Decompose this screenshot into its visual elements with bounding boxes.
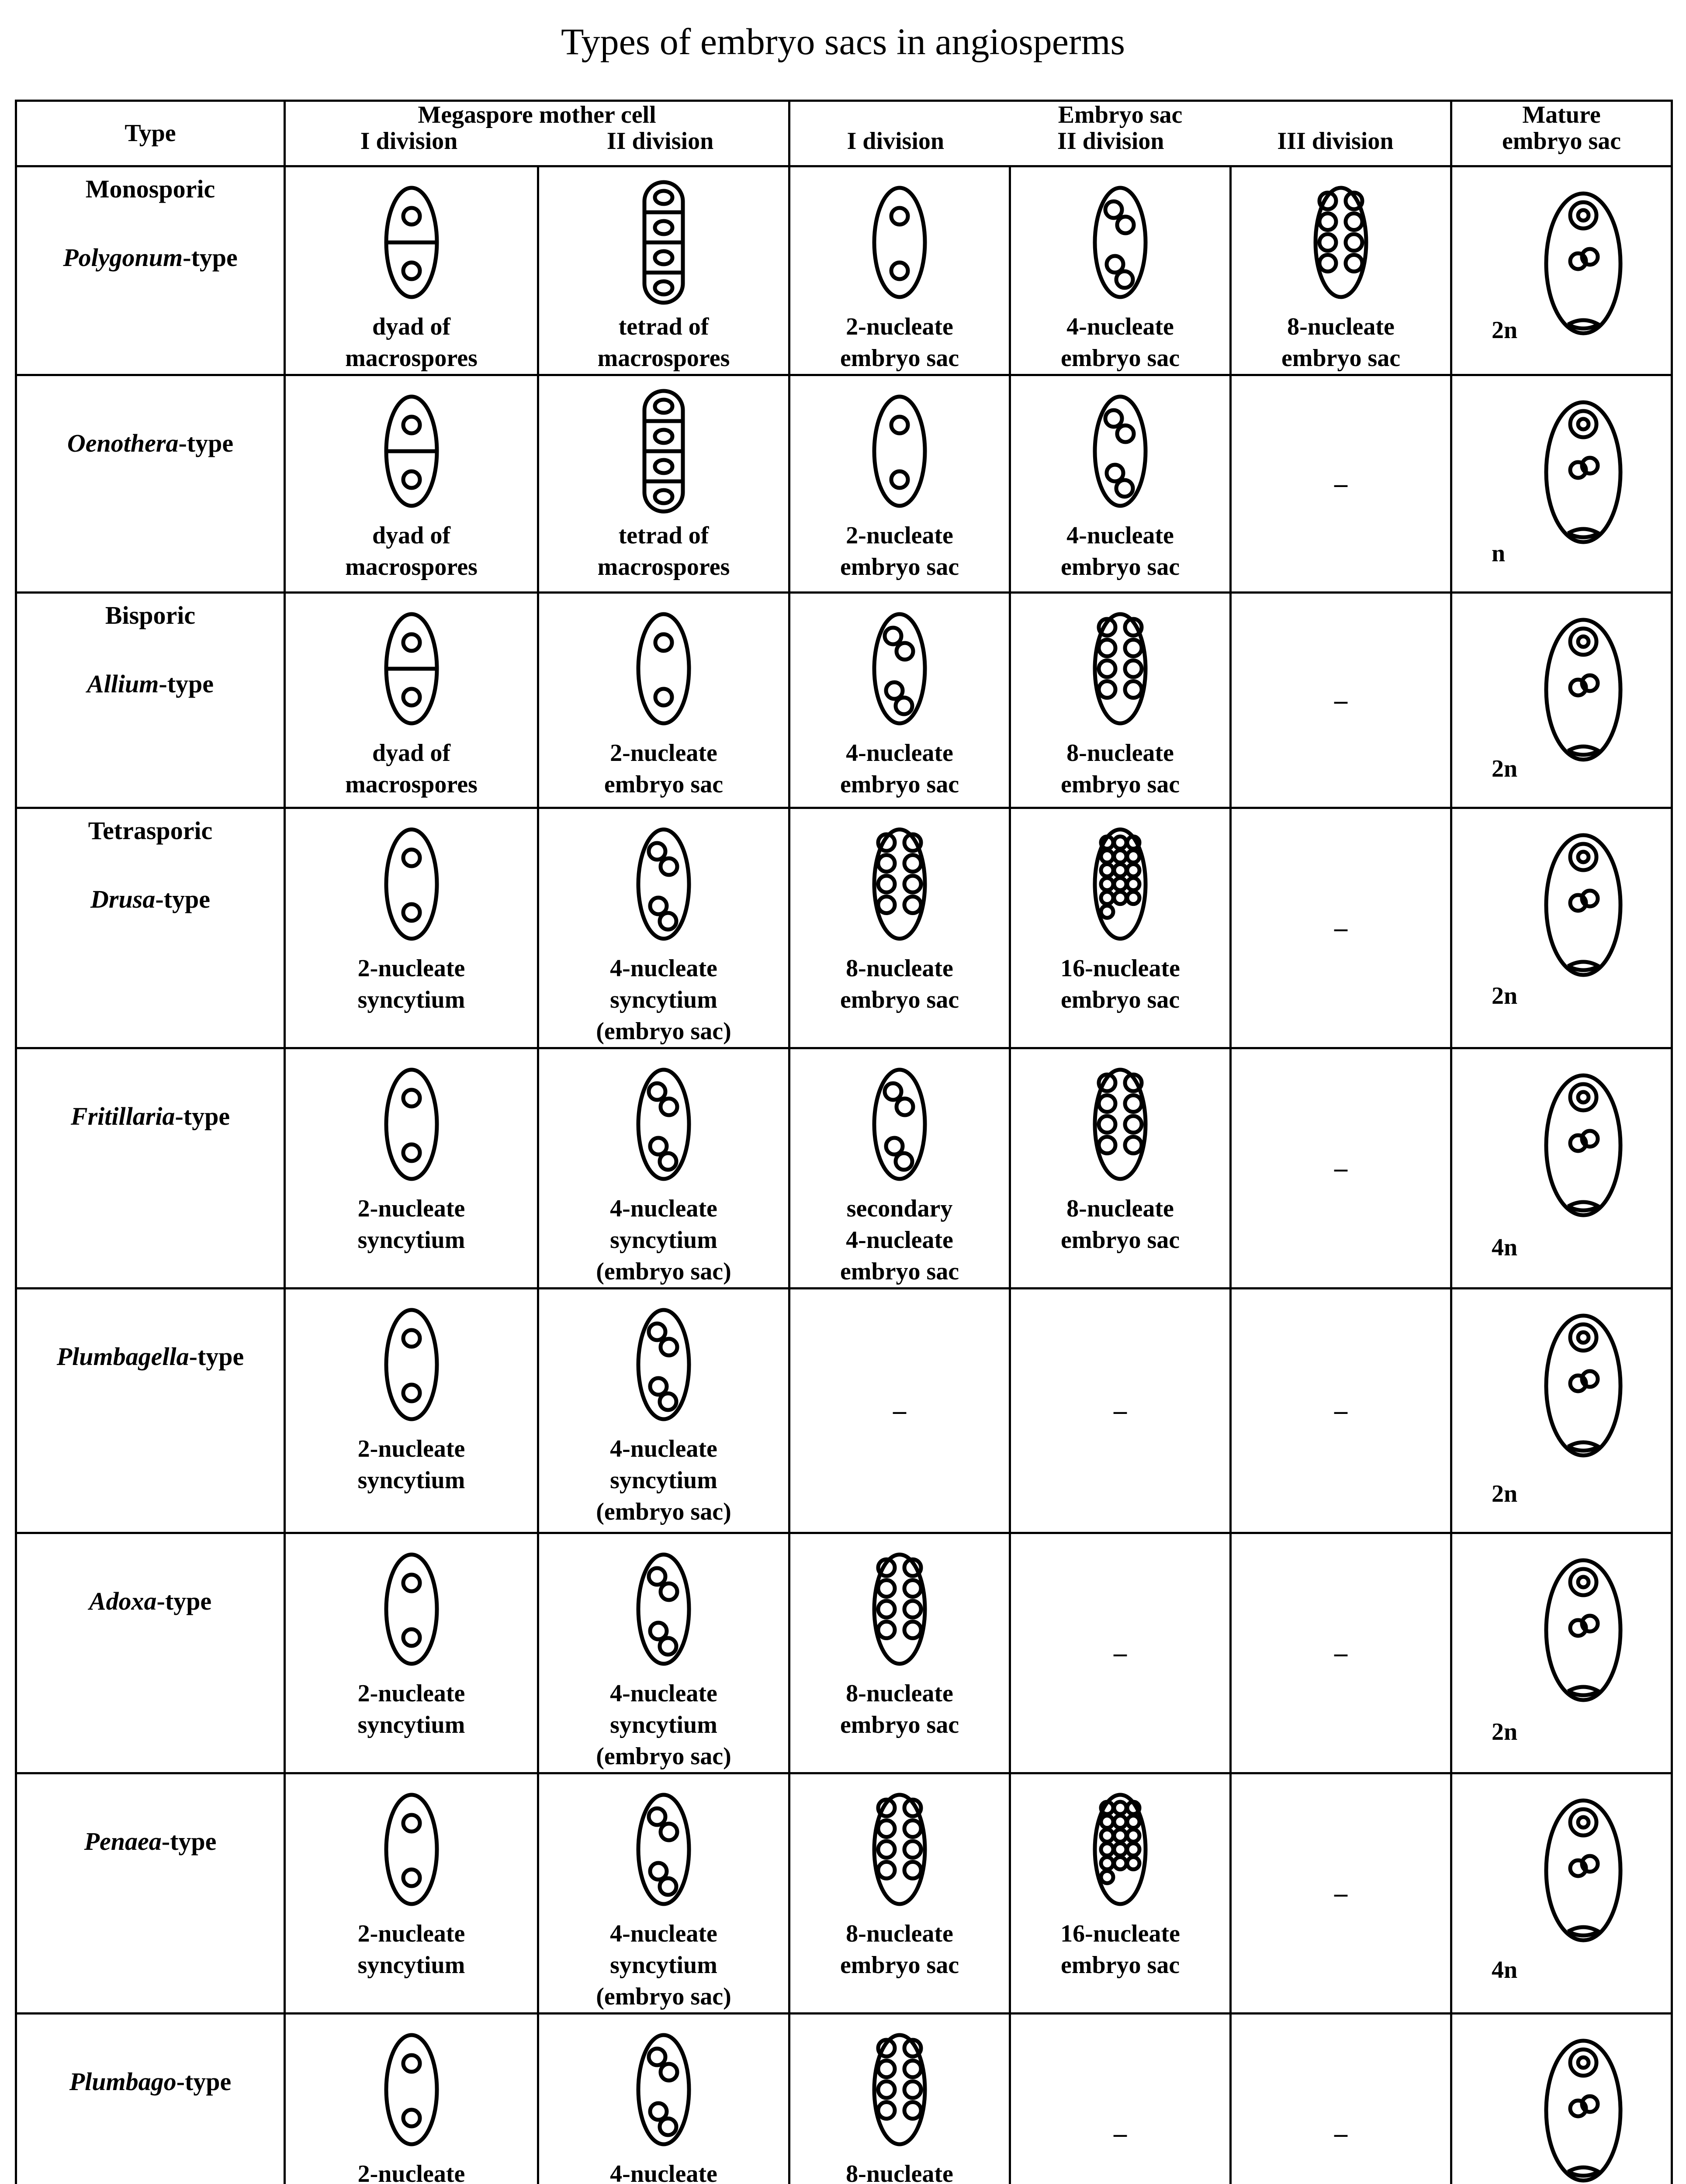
cell-drawing: [1077, 603, 1164, 734]
stage-caption: tetrad of macrospores: [597, 313, 730, 372]
header-es-div3: III division: [1277, 128, 1394, 155]
cell-drawing: [620, 1784, 707, 1915]
header-type: Type: [16, 101, 285, 166]
cell-drawing: [1077, 386, 1164, 517]
table-row: [16, 1289, 1672, 1533]
mature-cell: [1451, 593, 1672, 808]
mature-cell: [1451, 375, 1672, 593]
mature-cell: [1451, 166, 1672, 375]
mature-embryo-sac-drawing: [1527, 1307, 1640, 1464]
type-cell: [16, 166, 285, 375]
table-row: [16, 1773, 1672, 2014]
stage-cell: [789, 1773, 1010, 2014]
mature-embryo-sac-drawing: [1527, 185, 1640, 342]
stage-cell: [1010, 1048, 1231, 1289]
cell-drawing: [368, 1059, 455, 1190]
stage-caption: 8-nucleate: [846, 2160, 953, 2184]
stage-cell: [789, 375, 1010, 593]
ploidy-label: 2n: [1492, 982, 1518, 1010]
empty-stage-cell: –: [1010, 2014, 1231, 2184]
stage-cell: [1231, 166, 1451, 375]
cell-drawing: [368, 1544, 455, 1675]
stage-caption: 4-nucleate syncytium (embryo sac): [596, 1195, 731, 1285]
cell-drawing: [856, 2024, 943, 2155]
stage-cell: [538, 166, 789, 375]
cell-drawing: [1077, 819, 1164, 950]
header-megaspore-mother-cell: Megaspore mother cell I division II division: [285, 101, 789, 166]
dyad-drawing: [368, 386, 455, 517]
cell-drawing: [368, 2024, 455, 2155]
ploidy-label: 2n: [1492, 317, 1518, 344]
stage-caption: 8-nucleate embryo sac: [1281, 313, 1401, 372]
ploidy-label: 4n: [1492, 1956, 1518, 1984]
table-row: [16, 2014, 1672, 2184]
type-name: Adoxa-type: [89, 1587, 212, 1616]
header-embryo-sac: Embryo sac I division II division III division: [789, 101, 1451, 166]
stage-cell: [538, 2014, 789, 2184]
stage-cell: [538, 808, 789, 1048]
stage-cell: [789, 1533, 1010, 1773]
stage-cell: [285, 1773, 538, 2014]
cell-drawing: [1077, 177, 1164, 308]
cell-drawing: [856, 177, 943, 308]
header-mmc-div2: II division: [606, 128, 714, 155]
empty-stage-cell: –: [1231, 808, 1451, 1048]
dyad-drawing: [368, 603, 455, 734]
empty-stage-cell: –: [789, 1289, 1010, 1533]
stage-caption: 4-nucleate embryo sac: [1060, 313, 1180, 372]
empty-stage-cell: –: [1231, 2014, 1451, 2184]
group-label: Bisporic: [105, 601, 196, 630]
stage-cell: [538, 1773, 789, 2014]
stage-cell: [789, 1048, 1010, 1289]
stage-caption: 2-nucleate syncytium: [357, 955, 465, 1014]
stage-caption: 8-nucleate embryo sac: [840, 1920, 959, 1979]
stage-caption: 8-nucleate embryo sac: [840, 955, 959, 1014]
type-cell: [16, 808, 285, 1048]
cell-drawing: [620, 2024, 707, 2155]
stage-caption: 2-nucleate: [357, 2160, 465, 2184]
table-row: [16, 375, 1672, 593]
type-cell: [16, 1773, 285, 2014]
stage-caption: 2-nucleate embryo sac: [840, 522, 959, 581]
stage-caption: 16-nucleate embryo sac: [1060, 955, 1180, 1014]
mature-embryo-sac-drawing: [1527, 394, 1640, 551]
type-name: Plumbagella-type: [56, 1342, 244, 1371]
embryo-sac-table: [15, 100, 1673, 2184]
table-row: [16, 166, 1672, 375]
empty-stage-cell: –: [1231, 1773, 1451, 2014]
header-mmc-div1: I division: [360, 128, 458, 155]
mature-cell: [1451, 1289, 1672, 1533]
header-mature: Mature embryo sac: [1451, 101, 1672, 166]
tetrad-drawing: [620, 177, 707, 308]
mature-cell: [1451, 1533, 1672, 1773]
stage-caption: 16-nucleate embryo sac: [1060, 1920, 1180, 1979]
stage-cell: [285, 1533, 538, 1773]
cell-drawing: [620, 1544, 707, 1675]
mature-embryo-sac-drawing: [1527, 1552, 1640, 1709]
stage-caption: tetrad of macrospores: [597, 522, 730, 581]
type-name: Fritillaria-type: [70, 1102, 230, 1131]
stage-caption: dyad of macrospores: [345, 522, 478, 581]
figure-title: Types of embryo sacs in angiosperms: [561, 21, 1125, 62]
stage-cell: [285, 1048, 538, 1289]
cell-drawing: [856, 1544, 943, 1675]
cell-drawing: [856, 603, 943, 734]
mature-embryo-sac-drawing: [1527, 1067, 1640, 1224]
cell-drawing: [620, 603, 707, 734]
table-row: [16, 808, 1672, 1048]
stage-cell: [789, 593, 1010, 808]
stage-caption: secondary 4-nucleate embryo sac: [840, 1195, 959, 1285]
stage-caption: 4-nucleate syncytium (embryo sac): [596, 1920, 731, 2010]
type-cell: [16, 2014, 285, 2184]
empty-stage-cell: –: [1231, 375, 1451, 593]
stage-cell: [285, 1289, 538, 1533]
stage-cell: [1010, 1773, 1231, 2014]
ploidy-label: 2n: [1492, 755, 1518, 783]
stage-cell: [285, 808, 538, 1048]
empty-stage-cell: –: [1231, 1533, 1451, 1773]
ploidy-label: 4n: [1492, 1234, 1518, 1261]
stage-caption: 4-nucleate syncytium (embryo sac): [596, 955, 731, 1045]
cell-drawing: [856, 386, 943, 517]
ploidy-label: 2n: [1492, 1718, 1518, 1746]
empty-stage-cell: –: [1231, 1289, 1451, 1533]
mature-cell: [1451, 808, 1672, 1048]
mature-cell: [1451, 2014, 1672, 2184]
group-label: Monosporic: [85, 175, 215, 203]
stage-caption: 2-nucleate embryo sac: [604, 740, 724, 798]
stage-cell: [1010, 808, 1231, 1048]
stage-cell: [1010, 166, 1231, 375]
stage-caption: 2-nucleate syncytium: [357, 1435, 465, 1494]
table-row: [16, 593, 1672, 808]
mature-cell: [1451, 1048, 1672, 1289]
type-name: Polygonum-type: [63, 243, 238, 272]
cell-drawing: [1297, 177, 1385, 308]
type-name: Penaea-type: [84, 1827, 217, 1856]
group-label: Tetrasporic: [88, 816, 213, 845]
cell-drawing: [620, 1059, 707, 1190]
empty-stage-cell: –: [1010, 1533, 1231, 1773]
cell-drawing: [856, 1784, 943, 1915]
stage-caption: 2-nucleate embryo sac: [840, 313, 959, 372]
mature-cell: [1451, 1773, 1672, 2014]
stage-caption: 4-nucleate syncytium (embryo sac): [596, 1435, 731, 1525]
stage-caption: 4-nucleate syncytium (embryo sac): [596, 1680, 731, 1770]
mature-embryo-sac-drawing: [1527, 2032, 1640, 2184]
stage-cell: [285, 593, 538, 808]
stage-caption: 2-nucleate syncytium: [357, 1680, 465, 1739]
tetrad-drawing: [620, 386, 707, 517]
stage-caption: 4-nucleate embryo sac: [1060, 522, 1180, 581]
type-name: Plumbago-type: [69, 2067, 232, 2096]
stage-cell: [538, 1289, 789, 1533]
table-row: [16, 1533, 1672, 1773]
stage-cell: [789, 808, 1010, 1048]
stage-cell: [538, 1048, 789, 1289]
header-row: [16, 101, 1672, 166]
stage-cell: [538, 1533, 789, 1773]
stage-caption: 2-nucleate syncytium: [357, 1920, 465, 1979]
type-name: Oenothera-type: [67, 429, 234, 458]
cell-drawing: [1077, 1059, 1164, 1190]
cell-drawing: [368, 1299, 455, 1430]
type-name: Allium-type: [87, 670, 214, 698]
type-name: Drusa-type: [90, 885, 210, 914]
stage-cell: [285, 375, 538, 593]
cell-drawing: [1077, 1784, 1164, 1915]
header-es-div1: I division: [847, 128, 945, 155]
stage-caption: 8-nucleate embryo sac: [1060, 740, 1180, 798]
stage-cell: [789, 166, 1010, 375]
header-es-div2: II division: [1057, 128, 1164, 155]
stage-cell: [285, 166, 538, 375]
stage-caption: 8-nucleate embryo sac: [840, 1680, 959, 1739]
ploidy-label: 2n: [1492, 1480, 1518, 1508]
stage-cell: [1010, 375, 1231, 593]
mature-embryo-sac-drawing: [1527, 1792, 1640, 1949]
stage-cell: [1010, 593, 1231, 808]
cell-drawing: [368, 819, 455, 950]
mature-embryo-sac-drawing: [1527, 611, 1640, 768]
ploidy-label: n: [1492, 540, 1506, 567]
stage-cell: [285, 2014, 538, 2184]
table-row: [16, 1048, 1672, 1289]
cell-drawing: [620, 819, 707, 950]
type-cell: [16, 375, 285, 593]
stage-caption: 8-nucleate embryo sac: [1060, 1195, 1180, 1254]
type-cell: [16, 1289, 285, 1533]
type-cell: [16, 593, 285, 808]
empty-stage-cell: –: [1010, 1289, 1231, 1533]
stage-cell: [789, 2014, 1010, 2184]
cell-drawing: [856, 1059, 943, 1190]
cell-drawing: [368, 1784, 455, 1915]
stage-caption: 4-nucleate embryo sac: [840, 740, 959, 798]
mature-embryo-sac-drawing: [1527, 826, 1640, 984]
cell-drawing: [856, 819, 943, 950]
empty-stage-cell: –: [1231, 593, 1451, 808]
cell-drawing: [620, 1299, 707, 1430]
stage-caption: 4-nucleate: [610, 2160, 717, 2184]
dyad-drawing: [368, 177, 455, 308]
stage-cell: [538, 593, 789, 808]
empty-stage-cell: –: [1231, 1048, 1451, 1289]
stage-cell: [538, 375, 789, 593]
type-cell: [16, 1048, 285, 1289]
type-cell: [16, 1533, 285, 1773]
stage-caption: dyad of macrospores: [345, 740, 478, 798]
stage-caption: dyad of macrospores: [345, 313, 478, 372]
stage-caption: 2-nucleate syncytium: [357, 1195, 465, 1254]
